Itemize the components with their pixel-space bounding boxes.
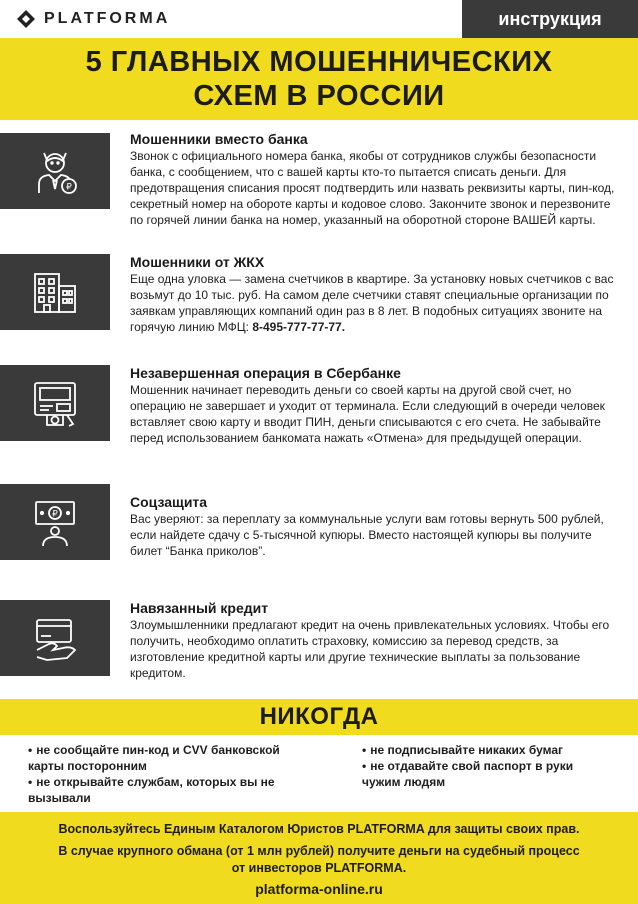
scheme-icon-box	[0, 600, 110, 676]
atm-icon	[27, 375, 83, 431]
never-list	[0, 742, 638, 808]
scheme-body-text: Еще одна уловка — замена счетчиков в квартире. За установку новых счетчиков с вас возьмут до 10 тыс. руб. На самом деле счетчики ставят специальные организации по заявкам управляющих компаний один раз в 8 лет. В подобных ситуациях звоните на горячую линию МФЦ:	[130, 272, 614, 334]
scheme-body: Вас уверяют: за переплату за коммунальные услуги вам готовы вернуть 500 рублей, если найдете сдачу с 5-тысячной купюры. Вместо настоящей купюры вы получите билет “Банка приколов”.	[130, 512, 604, 558]
never-banner	[0, 699, 638, 735]
scheme-body: Звонок с официального номера банка, якобы от сотрудников службы безопасности банка, с сообщением, что с вашей карты кто-то пытается списать деньги. Для предотвращения списания просят подтвердить или назвать реквизиты карты, пин-код, секретный номер на обороте карты и кодовое слово. Закончите звонок и перезвоните по горячей линии банка на номер, указанный на оборотной стороне ВАШЕЙ карты.	[130, 149, 615, 227]
bullet: •	[362, 743, 367, 757]
svg-text:₽: ₽	[66, 182, 72, 193]
scheme-icon-box	[0, 133, 110, 209]
hotline-phone[interactable]: 8-495-777-77-77.	[252, 320, 346, 334]
title-line-1: 5 ГЛАВНЫХ МОШЕННИЧЕСКИХ	[85, 46, 553, 78]
card-hand-icon	[27, 610, 83, 666]
scheme-body: Злоумышленники предлагают кредит на очень привлекательных условиях. Чтобы его получить, необходимо оплатить страховку, комиссию за перевод средств, за изготовление кредитной карты или другие технические выплаты за пользование кредитом.	[130, 618, 610, 680]
scheme-text	[130, 494, 626, 559]
scheme-text	[130, 365, 626, 446]
top-bar	[0, 0, 638, 38]
scheme-icon-box	[0, 254, 110, 330]
scheme-body	[130, 271, 626, 335]
never-item	[28, 774, 298, 806]
scheme-text	[130, 254, 626, 335]
never-item	[28, 742, 313, 774]
platforma-logo-icon	[16, 9, 36, 29]
never-item	[362, 758, 602, 790]
never-item-text: не подписывайте никаких бумаг	[370, 743, 564, 757]
never-title: НИКОГДА	[259, 703, 379, 730]
title-line-2: СХЕМ В РОССИИ	[193, 80, 445, 112]
instruction-badge: инструкция	[462, 0, 638, 38]
scheme-icon-box	[0, 365, 110, 441]
money-person-icon	[27, 494, 83, 550]
page-title	[86, 45, 553, 113]
bullet: •	[362, 759, 367, 773]
apartment-building-icon	[27, 264, 83, 320]
scheme-title: Мошенники вместо банка	[130, 131, 308, 147]
footer-banner	[0, 812, 638, 904]
scheme-text	[130, 131, 626, 228]
scheme-icon-box	[0, 484, 110, 560]
scheme-title: Мошенники от ЖКХ	[130, 254, 265, 270]
footer-line-1: Воспользуйтесь Единым Каталогом Юристов PLATFORMA для защиты своих прав.	[58, 822, 580, 836]
website-link[interactable]: platforma-online.ru	[255, 881, 383, 897]
never-item-text: не открывайте службам, которых вы не вызывали	[28, 775, 275, 805]
scheme-text	[130, 600, 626, 681]
never-list-left	[28, 742, 318, 806]
never-item-text: не отдавайте свой паспорт в руки чужим людям	[362, 759, 574, 789]
svg-text:₽: ₽	[52, 509, 58, 520]
title-banner	[0, 38, 638, 120]
scheme-title: Незавершенная операция в Сбербанке	[130, 365, 401, 381]
footer-line-2: В случае крупного обмана (от 1 млн рублей) получите деньги на судебный процесс	[58, 844, 580, 858]
banker-icon	[27, 143, 83, 199]
scheme-body: Мошенник начинает переводить деньги со своей карты на другой свой счет, но операцию не завершает и уходит от терминала. Если следующий в очереди человек вставляет свою карту и вводит ПИН, деньги списываются с его счета. Не забывайте перед использованием банкомата нажать «Отмена» для предыдущей операции.	[130, 383, 605, 445]
scheme-title: Навязанный кредит	[130, 600, 269, 616]
brand-logo[interactable]	[16, 9, 170, 29]
never-item	[362, 742, 612, 758]
scheme-title: Соцзащита	[130, 494, 208, 510]
bullet: •	[28, 743, 33, 757]
never-list-right	[362, 742, 612, 790]
footer-line-3: от инвесторов PLATFORMA.	[231, 861, 407, 875]
never-item-text: не сообщайте пин-код и CVV банковской карты посторонним	[28, 743, 280, 773]
bullet: •	[28, 775, 33, 789]
brand-name: PLATFORMA	[44, 10, 171, 27]
